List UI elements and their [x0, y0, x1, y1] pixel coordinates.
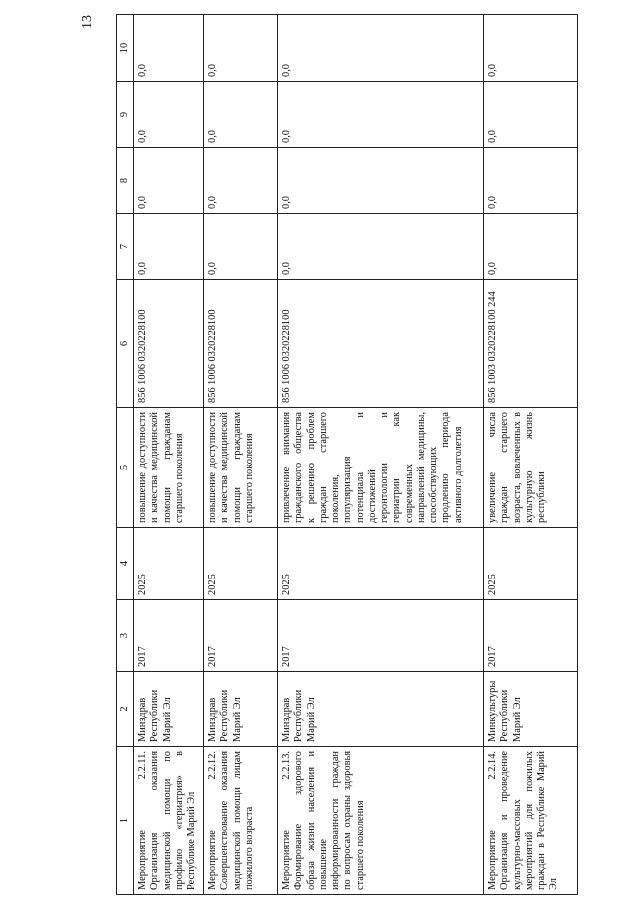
expected-result-cell: привлечение внимания гражданского общества к решению проблем граждан старшего поколения, популяризация потенциала и достижений геронтологии и гериатрии как современных направлений медицины, способствующих продлению периода активного долголетия — [278, 408, 484, 528]
executor-cell: Минкультуры Республики Марий Эл — [484, 672, 578, 747]
header-col-10: 10 — [117, 15, 134, 82]
value-cell-9: 0,0 — [484, 82, 578, 148]
end-year-cell: 2025 — [484, 528, 578, 600]
header-col-8: 8 — [117, 148, 134, 214]
value-cell-10: 0,0 — [278, 15, 484, 82]
value-cell-10: 0,0 — [134, 15, 204, 82]
expected-result-cell: повышение доступности и качества медицинской помощи гражданам старшего поколения — [204, 408, 278, 528]
value-cell-7: 0,0 — [484, 214, 578, 280]
measure-cell: Мероприятие 2.2.12. Совершенствование оказания медицинской помощи лицам пожилого возраста — [204, 747, 278, 895]
end-year-cell: 2025 — [134, 528, 204, 600]
executor-cell: Минздрав Республики Марий Эл — [134, 672, 204, 747]
table-row — [204, 15, 278, 895]
executor-cell: Минздрав Республики Марий Эл — [278, 672, 484, 747]
header-col-5: 5 — [117, 408, 134, 528]
start-year-cell: 2017 — [484, 600, 578, 672]
value-cell-7: 0,0 — [204, 214, 278, 280]
end-year-cell: 2025 — [278, 528, 484, 600]
value-cell-8: 0,0 — [204, 148, 278, 214]
header-col-4: 4 — [117, 528, 134, 600]
budget-code-cell: 856 1006 0320228100 — [134, 280, 204, 408]
header-col-7: 7 — [117, 214, 134, 280]
measure-cell: Мероприятие 2.2.11. Организация оказания медицинской помощи по профилю «гериатрия» в Республике Марий Эл — [134, 747, 204, 895]
budget-code-cell: 856 1003 0320228100 244 — [484, 280, 578, 408]
value-cell-10: 0,0 — [204, 15, 278, 82]
header-col-1: 1 — [117, 747, 134, 895]
value-cell-7: 0,0 — [278, 214, 484, 280]
rotated-table-sheet — [116, 15, 578, 895]
header-col-2: 2 — [117, 672, 134, 747]
table-row — [278, 15, 484, 895]
header-number-row — [117, 15, 134, 895]
value-cell-9: 0,0 — [278, 82, 484, 148]
start-year-cell: 2017 — [204, 600, 278, 672]
value-cell-10: 0,0 — [484, 15, 578, 82]
expected-result-cell: повышение доступности и качества медицинской помощи гражданам старшего поколения — [134, 408, 204, 528]
expected-result-cell: увеличение числа граждан старшего возраста, вовлеченных в культурную жизнь республики — [484, 408, 578, 528]
budget-code-cell: 856 1006 0320228100 — [278, 280, 484, 408]
value-cell-7: 0,0 — [134, 214, 204, 280]
page-number: 13 — [80, 15, 95, 29]
header-col-3: 3 — [117, 600, 134, 672]
value-cell-9: 0,0 — [204, 82, 278, 148]
program-measures-table — [116, 14, 578, 895]
executor-cell: Минздрав Республики Марий Эл — [204, 672, 278, 747]
value-cell-8: 0,0 — [278, 148, 484, 214]
start-year-cell: 2017 — [278, 600, 484, 672]
measure-cell: Мероприятие 2.2.13. Формирование здорового образа жизни населения и повышение информированности граждан по вопросам охраны здоровья старшего поколения — [278, 747, 484, 895]
value-cell-9: 0,0 — [134, 82, 204, 148]
header-col-9: 9 — [117, 82, 134, 148]
table-row — [484, 15, 578, 895]
value-cell-8: 0,0 — [484, 148, 578, 214]
start-year-cell: 2017 — [134, 600, 204, 672]
budget-code-cell: 856 1006 0320228100 — [204, 280, 278, 408]
measure-cell: Мероприятие 2.2.14. Организация и проведение культурно-массовых мероприятий для пожилых граждан в Республике Марий Эл — [484, 747, 578, 895]
table-row — [134, 15, 204, 895]
header-col-6: 6 — [117, 280, 134, 408]
end-year-cell: 2025 — [204, 528, 278, 600]
value-cell-8: 0,0 — [134, 148, 204, 214]
